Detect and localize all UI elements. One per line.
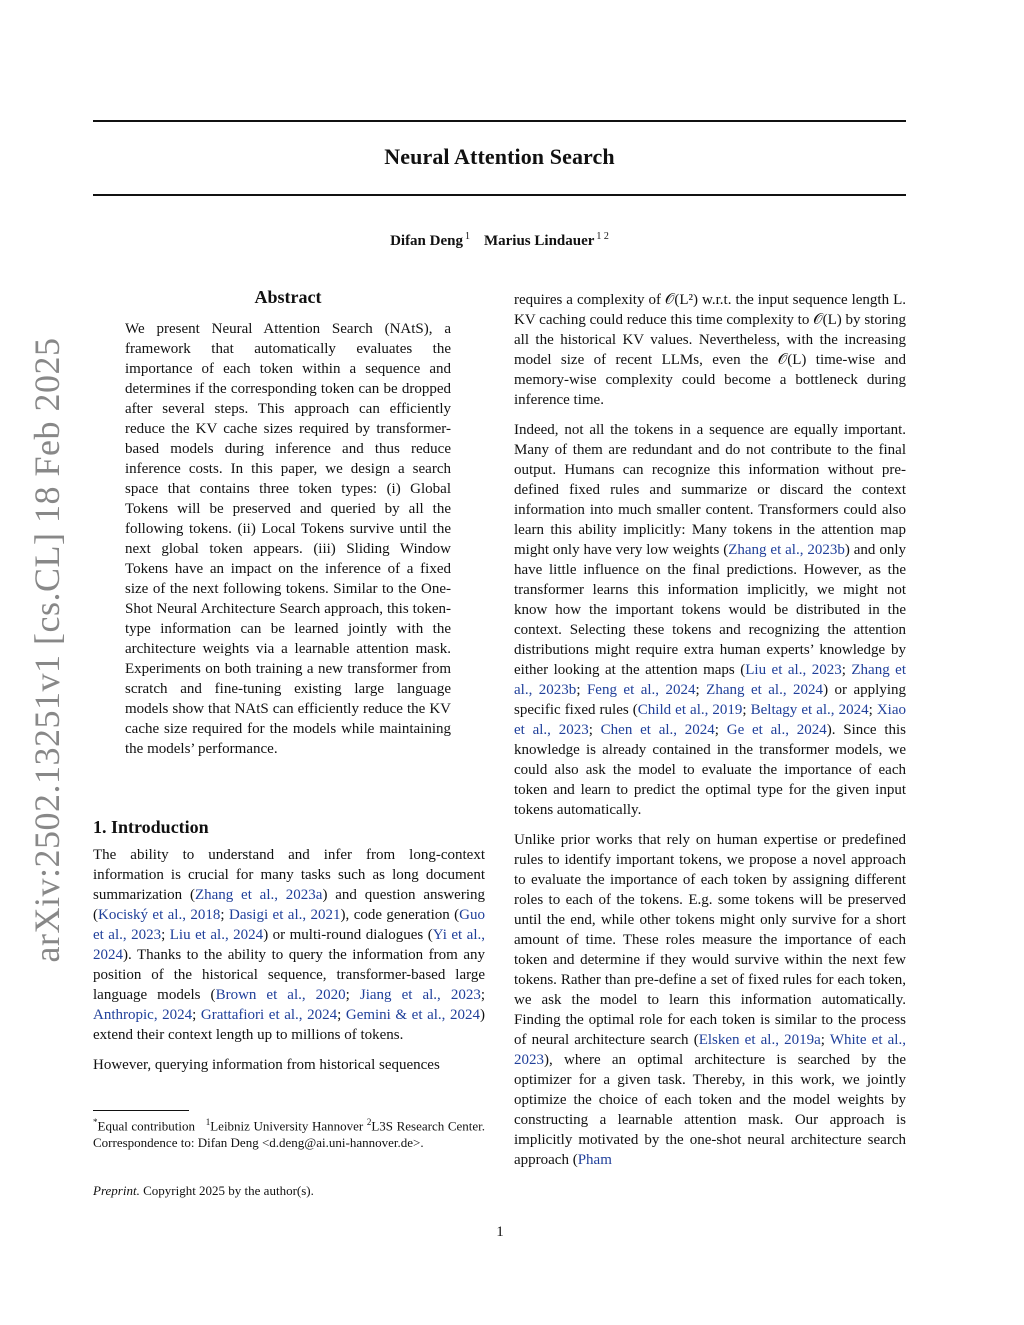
citation-link[interactable]: Grattafiori et al., 2024 bbox=[200, 1007, 338, 1023]
citation-link[interactable]: Chen et al., 2024 bbox=[600, 722, 715, 738]
author-affiliation: 1 bbox=[464, 231, 470, 242]
citation-link[interactable]: Zhang et al., 2023b bbox=[514, 662, 907, 698]
footnote-rule bbox=[93, 1110, 189, 1111]
citation-link[interactable]: Elsken et al., 2019a bbox=[698, 1032, 821, 1048]
intro-paragraph-1: The ability to understand and infer from long-context information is crucial for many tasks such as long document summarization (Zhang et al., 2023a) and question answering (Kociský et al., 2018; Dasigi et al., 2021), code generation (Guo et al., 2023; Liu et al., 2024) or multi-round dialogues (Yi et al., 2024). Thanks to the ability to query the information from any position of the historical sequence, transformer-based large language models (Brown et al., 2020; Jiang et al., 2023; Anthropic, 2024; Grattafiori et al., 2024; Gemini & et al., 2024) extend their context length up to millions of tokens. bbox=[93, 847, 486, 1043]
author-list bbox=[93, 231, 906, 250]
citation-link[interactable]: Brown et al., 2020 bbox=[215, 987, 346, 1003]
citation-link[interactable]: Xiao et al., 2023 bbox=[514, 702, 906, 738]
arxiv-identifier-stamp: arXiv:2502.13251v1 [cs.CL] 18 Feb 2025 bbox=[27, 337, 67, 963]
intro-paragraph-4: Indeed, not all the tokens in a sequence are equally important. Many of them are redundant and do not contribute to the final output. Humans can recognize this information without pre-defined fixed rules and summarize or discard the context information into much smaller content. Transformers could also learn this ability implicitly: Many tokens in the attention map might only have very low weights (Zhang et al., 2023b) and only have little influence on the final predictions. However, as the transformer learns this information implicitly, we might not know how the important tokens would be distributed in the context. Selecting these tokens and recognizing the attention distributions might require extra human experts’ knowledge by either looking at the attention maps (Liu et al., 2023; Zhang et al., 2023b; Feng et al., 2024; Zhang et al., 2024) or applying specific fixed rules (Child et al., 2019; Beltagy et al., 2024; Xiao et al., 2023; Chen et al., 2024; Ge et al., 2024). Since this knowledge is already contained in the transformer models, we could also ask the model to evaluate the importance of each token and learn to predict the optimal type for the given input tokens automatically. bbox=[514, 422, 907, 818]
citation-link[interactable]: Yi et al., 2024 bbox=[93, 927, 486, 963]
intro-paragraph-2: However, querying information from historical sequences bbox=[93, 1057, 440, 1073]
citation-link[interactable]: Zhang et al., 2024 bbox=[706, 682, 824, 698]
author-affiliation: 1 2 bbox=[596, 231, 609, 242]
title-bottom-rule bbox=[93, 194, 906, 196]
left-column-body bbox=[93, 845, 485, 1085]
citation-link[interactable]: White et al., 2023 bbox=[514, 1032, 906, 1068]
citation-link[interactable]: Kociský et al., 2018 bbox=[98, 907, 221, 923]
citation-link[interactable]: Dasigi et al., 2021 bbox=[228, 907, 341, 923]
abstract-heading: Abstract bbox=[254, 287, 322, 307]
intro-paragraph-3: requires a complexity of 𝒪(L²) w.r.t. the input sequence length L. KV caching could reduce this time complexity to 𝒪(L) by storing all the historical KV values. Nevertheless, with the increasing model size of recent LLMs, even the 𝒪(L) time-wise and memory-wise complexity could become a bottleneck during inference time. bbox=[514, 292, 906, 408]
citation-link[interactable]: Anthropic, 2024 bbox=[93, 1007, 193, 1023]
author-name: Marius Lindauer bbox=[483, 233, 595, 249]
citation-link[interactable]: Pham bbox=[577, 1152, 612, 1168]
citation-link[interactable]: Liu et al., 2023 bbox=[745, 662, 842, 678]
citation-link[interactable]: Jiang et al., 2023 bbox=[359, 987, 481, 1003]
intro-paragraph-5: Unlike prior works that rely on human expertise or predefined rules to identify important tokens, we propose a novel approach to evaluate the importance of each token by assigning different roles to each of the tokens. E.g. some tokens will be preserved until the end, while other tokens might only survive for a short amount of time. These roles measure the importance of each token and determine if they would survive within the next few tokens. Rather than pre-define a set of fixed rules for each token, we ask the model to learn this information automatically. Finding the optimal role for each token is similar to the process of neural architecture search (Elsken et al., 2019a; White et al., 2023), where an optimal architecture is searched by the optimizer for a given task. Thereby, in this work, we jointly optimize the choice of each token and the model weights by constructing a learnable attention mask. Our approach is implicitly motivated by the one-shot neural architecture search approach (Pham bbox=[514, 832, 906, 1168]
title-top-rule bbox=[93, 120, 906, 122]
abstract-text: We present Neural Attention Search (NAtS), a framework that automatically evaluates the importance of each token within a sequence and determines if the corresponding token can be dropped after several steps. This approach can efficiently reduce the KV cache sizes required by transformer-based models during inference and thus reduce inference costs. In this paper, we design a search space that contains three token types: (i) Global Tokens will be preserved and queried by all the following tokens. (ii) Local Tokens survive until the next global token appears. (iii) Sliding Window Tokens have an impact on the inference of a fixed size of the next following tokens. Similar to the One-Shot Neural Architecture Search approach, this token-type information can be learned jointly with the architecture weights via a learnable attention mask. Experiments on both training a new transformer from scratch and fine-tuning existing large language models show that NAtS can efficiently reduce the KV cache size required for the models while maintaining the models’ performance. bbox=[125, 321, 451, 757]
author-name: Difan Deng bbox=[390, 233, 463, 249]
section-heading-introduction: 1. Introduction bbox=[93, 817, 209, 837]
citation-link[interactable]: Beltagy et al., 2024 bbox=[750, 702, 869, 718]
citation-link[interactable]: Feng et al., 2024 bbox=[586, 682, 696, 698]
citation-link[interactable]: Zhang et al., 2023b bbox=[728, 542, 845, 558]
citation-link[interactable]: Gemini & et al., 2024 bbox=[345, 1007, 480, 1023]
citation-link[interactable]: Liu et al., 2024 bbox=[169, 927, 264, 943]
citation-link[interactable]: Child et al., 2019 bbox=[637, 702, 743, 718]
citation-link[interactable]: Zhang et al., 2023a bbox=[194, 887, 323, 903]
footnote: *Equal contribution $^1$Leibniz University Hannover $^2$L3S Research Center. Correspondence to: Difan Deng <d.deng@ai.uni-hannover.de>. bbox=[93, 1117, 486, 1151]
preprint-notice: Preprint. Copyright 2025 by the author(s). bbox=[93, 1183, 314, 1198]
page-number: 1 bbox=[496, 1224, 504, 1240]
paper-title: Neural Attention Search bbox=[384, 144, 615, 169]
right-column-body bbox=[514, 290, 906, 1180]
citation-link[interactable]: Guo et al., 2023 bbox=[93, 907, 485, 943]
citation-link[interactable]: Ge et al., 2024 bbox=[726, 722, 827, 738]
